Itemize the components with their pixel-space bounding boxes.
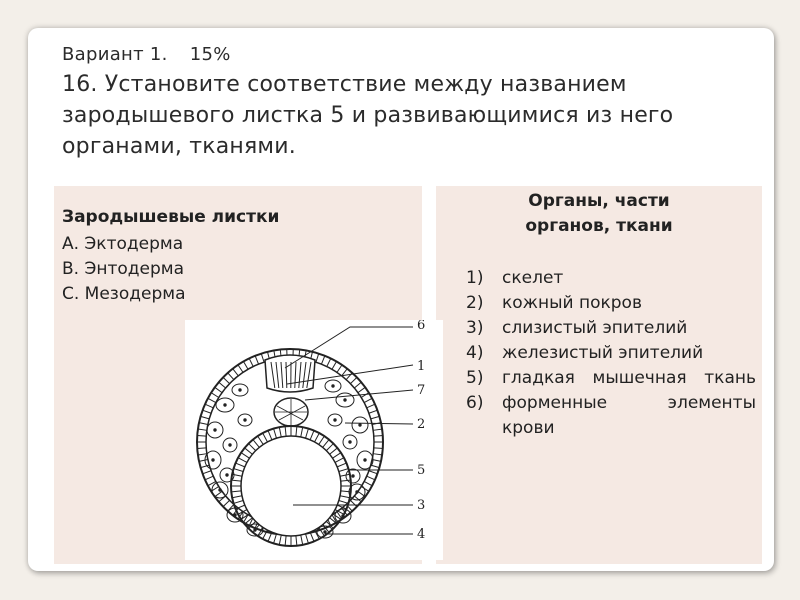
diagram-label: 1 <box>417 359 426 374</box>
organs-title <box>436 186 762 239</box>
organ-item: 1) скелет <box>466 268 564 288</box>
germ-layer-item: С. Мезодерма <box>62 284 186 304</box>
variant-percent: 15% <box>189 44 231 65</box>
diagram-label: 2 <box>417 417 426 432</box>
variant-label: Вариант 1. <box>62 44 168 65</box>
endoderm-inner <box>241 436 341 536</box>
organ-item: 2) кожный покров <box>466 293 642 313</box>
diagram-label: 3 <box>417 498 426 513</box>
organs-panel <box>436 186 762 564</box>
question-text: 16. Установите соответствие между названием зародышевого листка 5 и развивающимися из него органами, тканями. <box>62 72 674 159</box>
embryo-cross-section-figure <box>185 320 443 560</box>
organ-item: 6) форменные элементы крови <box>466 393 756 438</box>
germ-layer-item: А. Эктодерма <box>62 234 184 254</box>
embryo-diagram <box>185 320 443 560</box>
diagram-label: 5 <box>417 463 426 478</box>
germ-layer-item: В. Энтодерма <box>62 259 185 279</box>
variant-line <box>62 44 762 65</box>
slide-header <box>62 44 762 162</box>
diagram-label: 7 <box>417 383 426 398</box>
organ-item: 4) железистый эпителий <box>466 343 704 363</box>
organ-item: 3) слизистый эпителий <box>466 318 688 338</box>
organs-title-line1: Органы, части <box>528 191 670 211</box>
diagram-label: 4 <box>417 527 426 542</box>
germ-layers-list <box>62 232 186 307</box>
organs-list <box>466 266 756 441</box>
germ-layers-title: Зародышевые листки <box>62 207 280 227</box>
organ-item: 5) гладкая мышечная ткань <box>466 368 756 388</box>
organs-title-line2: органов, ткани <box>525 216 673 236</box>
diagram-label: 6 <box>417 320 426 333</box>
